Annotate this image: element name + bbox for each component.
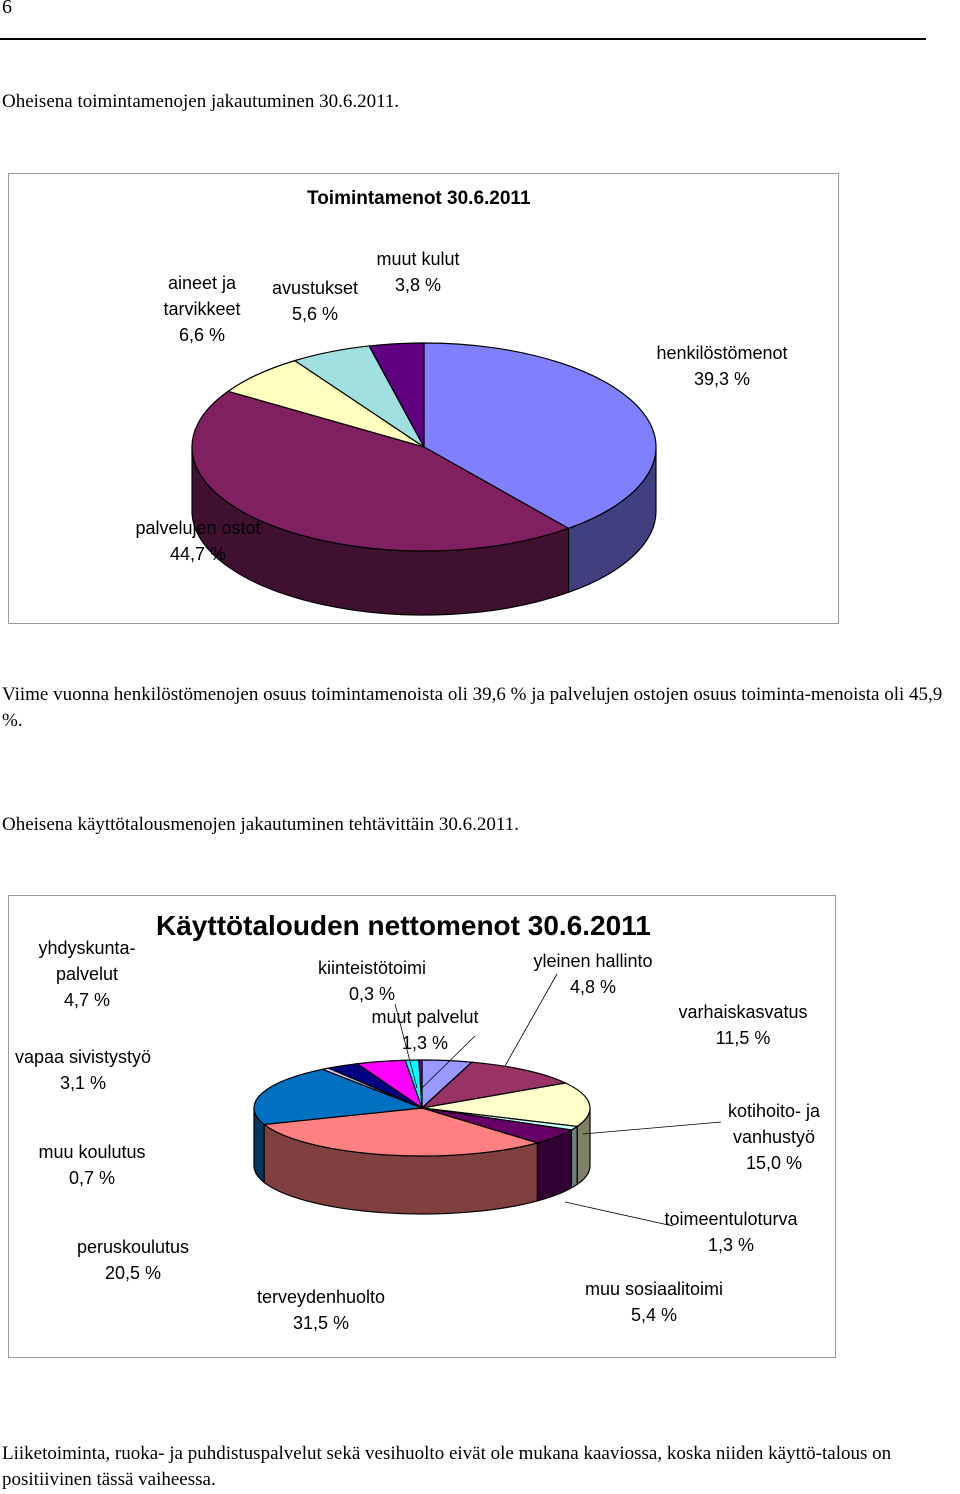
chart-1-label-muut-kulut: muut kulut 3,8 % <box>376 249 460 295</box>
chart-1-label-aineet: aineet ja tarvikkeet 6,6 % <box>163 273 241 345</box>
chart-2-label-terveydenhuolto: terveydenhuolto 31,5 % <box>256 1287 386 1333</box>
chart-2-label-kotihoito: kotihoito- ja vanhustyö 15,0 % <box>727 1101 821 1173</box>
page-number: 6 <box>2 0 12 18</box>
leader-toimeentuloturva <box>565 1202 673 1226</box>
chart-2-label-toimeentuloturva: toimeentuloturva 1,3 % <box>664 1209 798 1255</box>
chart-2-label-kiinteistotoimi: kiinteistötoimi 0,3 % <box>317 958 427 1004</box>
chart-2-label-peruskoulutus: peruskoulutus 20,5 % <box>76 1237 190 1283</box>
intro-paragraph-2: Oheisena käyttötalousmenojen jakautuminen tehtävittäin 30.6.2011. <box>2 814 519 835</box>
chart-2-label-yleinen-hallinto: yleinen hallinto 4,8 % <box>533 951 653 997</box>
header-rule <box>0 38 926 40</box>
leader-kotihoito <box>583 1122 721 1134</box>
mid-paragraph: Viime vuonna henkilöstömenojen osuus toimintamenoista oli 39,6 % ja palvelujen ostojen osuus toiminta-menoista oli 45,9 %. <box>2 684 943 731</box>
pie-side-toimeentuloturva <box>571 1126 577 1188</box>
chart-1-frame <box>8 173 839 624</box>
chart-2-label-muu-sosiaalitoimi: muu sosiaalitoimi 5,4 % <box>584 1279 724 1325</box>
chart-2-label-vapaa-sivistystyo: vapaa sivistystyö 3,1 % <box>14 1047 152 1093</box>
chart-1-label-henkilosto: henkilöstömenot 39,3 % <box>656 343 788 389</box>
chart-2-label-yhdyskunta: yhdyskunta- palvelut 4,7 % <box>38 938 136 1010</box>
chart-2-title: Käyttötalouden nettomenot 30.6.2011 <box>156 910 651 941</box>
chart-2-label-muu-koulutus: muu koulutus 0,7 % <box>38 1142 146 1188</box>
chart-1-title: Toimintamenot 30.6.2011 <box>307 188 531 209</box>
chart-1-pie <box>9 174 838 623</box>
chart-2-label-muut-palvelut: muut palvelut 1,3 % <box>371 1007 479 1053</box>
intro-paragraph-1: Oheisena toimintamenojen jakautuminen 30.6.2011. <box>2 91 400 112</box>
chart-2-label-varhaiskasvatus: varhaiskasvatus 11,5 % <box>678 1002 808 1048</box>
chart-2-frame <box>8 895 836 1358</box>
chart-1-label-palvelujen-ostot: palvelujen ostot 44,7 % <box>135 518 261 564</box>
footer-paragraph: Liiketoiminta, ruoka- ja puhdistuspalvelut sekä vesihuolto eivät ole mukana kaaviossa, koska niiden käyttö-talous on positiivinen tässä vaiheessa. <box>2 1443 892 1490</box>
chart-1-label-avustukset: avustukset 5,6 % <box>271 278 359 324</box>
